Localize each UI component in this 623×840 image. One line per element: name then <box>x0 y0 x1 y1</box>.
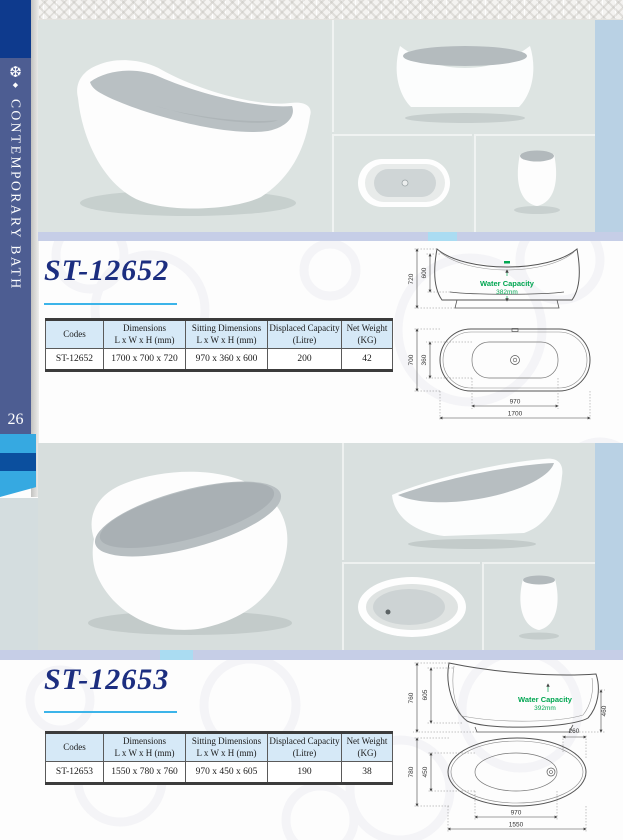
header-dimensions-2-line2: L x W x H (mm) <box>114 747 175 758</box>
dim-plan-length-1: 1700 <box>507 410 523 418</box>
ribbon-stripe-light <box>0 434 36 453</box>
cell-weight-2: 38 <box>342 762 393 784</box>
photo-side-view-2 <box>342 443 595 560</box>
header-sitting-2-line2: L x W x H (mm) <box>196 747 257 758</box>
tub-perspective-illustration-1 <box>38 20 330 232</box>
cell-weight-1: 42 <box>342 349 393 371</box>
top-border-texture <box>30 0 623 20</box>
plan-view-2 <box>408 728 586 832</box>
header-codes <box>46 320 104 349</box>
cell-code-1: ST-12652 <box>46 349 104 371</box>
spec-table-head-1 <box>46 320 393 349</box>
spec-row-st12653 <box>46 762 393 784</box>
tub-top-illustration-1 <box>334 136 472 232</box>
photo-front-view-1 <box>332 20 595 132</box>
dim-plan-offset-2: 260 <box>568 728 580 735</box>
header-displaced-capacity-2 <box>268 733 342 762</box>
header-codes-text: Codes <box>63 328 86 339</box>
header-capacity-2-line1: Displaced Capacity <box>269 736 340 746</box>
title-underline-1 <box>44 303 177 305</box>
cell-sitting-2: 970 x 450 x 605 <box>186 762 268 784</box>
dim-side-inner-height-2: 605 <box>422 689 429 701</box>
photo-block-st12653 <box>38 443 595 650</box>
technical-drawing-st12652 <box>393 241 621 429</box>
header-capacity-line2: (Litre) <box>292 334 317 345</box>
header-displaced-capacity <box>268 320 342 349</box>
header-net-weight <box>342 320 393 349</box>
spec-row-st12652 <box>46 349 393 371</box>
header-dimensions-line2: L x W x H (mm) <box>114 334 175 345</box>
dim-side-height-2: 760 <box>408 692 415 704</box>
photo-perspective-view-1 <box>38 20 330 232</box>
header-sitting-line1: Sitting Dimensions <box>191 323 262 333</box>
model-title-st12653: ST-12653 <box>44 663 170 696</box>
cell-sitting-1: 970 x 360 x 600 <box>186 349 268 371</box>
water-capacity-label-1: Water Capacity <box>480 279 534 288</box>
header-codes-2 <box>46 733 104 762</box>
cell-dimensions-1: 1700 x 700 x 720 <box>104 349 186 371</box>
photo-top-view-2 <box>342 562 480 650</box>
sidebar-category-title: CONTEMPORARY BATH <box>8 99 24 291</box>
photo-end-view-1 <box>474 134 595 232</box>
header-sitting-2-line1: Sitting Dimensions <box>191 736 262 746</box>
lavender-strip-1-highlight <box>428 232 457 241</box>
tub-top-illustration-2 <box>344 564 480 650</box>
header-sitting-line2: L x W x H (mm) <box>196 334 257 345</box>
lavender-strip-1 <box>38 232 623 241</box>
ornament-pendant-icon: ◆ <box>12 81 19 89</box>
water-capacity-value-1: 382mm <box>496 289 518 296</box>
dim-plan-inner-width-2: 450 <box>422 766 429 778</box>
ribbon-stripe-dark <box>0 453 36 471</box>
header-dimensions <box>104 320 186 349</box>
blue-strip-right-2 <box>595 443 623 650</box>
dim-plan-width-2: 780 <box>408 766 415 778</box>
photo-block-st12652 <box>38 20 595 232</box>
drain-1 <box>511 356 520 365</box>
tub-perspective-illustration-2 <box>38 443 340 650</box>
model-title-st12652: ST-12652 <box>44 254 170 287</box>
cell-capacity-2: 190 <box>268 762 342 784</box>
technical-drawing-st12653 <box>393 658 621 840</box>
faucet-mark-1 <box>504 261 510 264</box>
blue-strip-right-1 <box>595 20 623 232</box>
dim-plan-length-2: 1550 <box>508 821 524 829</box>
header-capacity-line1: Displaced Capacity <box>269 323 340 333</box>
dim-plan-inner-length-2: 970 <box>510 809 522 817</box>
dim-side-right-height-2: 460 <box>601 705 608 717</box>
spec-table-st12653 <box>45 731 393 785</box>
tub-side-illustration-2 <box>344 443 595 560</box>
sidebar <box>0 58 31 434</box>
tub-end-illustration-1 <box>476 136 595 232</box>
photo-perspective-view-2 <box>38 443 340 650</box>
tub-end-illustration-2 <box>484 564 595 650</box>
dim-plan-width-1: 700 <box>408 354 415 366</box>
dim-plan-inner-width-1: 360 <box>421 354 428 366</box>
header-weight-2-line2: (KG) <box>357 747 377 758</box>
drain-2 <box>547 768 555 776</box>
sidebar-top-block <box>0 0 31 58</box>
header-net-weight-2 <box>342 733 393 762</box>
cell-capacity-1: 200 <box>268 349 342 371</box>
dim-front-inner-height-1: 600 <box>421 267 428 279</box>
side-elevation-2 <box>408 663 608 732</box>
header-dimensions-2-line1: Dimensions <box>122 736 166 746</box>
tub-front-illustration-1 <box>334 20 595 132</box>
header-dimensions-line1: Dimensions <box>122 323 166 333</box>
page-number: 26 <box>7 411 24 428</box>
spec-table-head-2 <box>46 733 393 762</box>
header-weight-line2: (KG) <box>357 334 377 345</box>
dim-front-height-1: 720 <box>408 273 415 285</box>
left-margin-panel <box>0 498 38 650</box>
ornament-icon: ❆ <box>9 65 22 81</box>
header-weight-line1: Net Weight <box>346 323 388 333</box>
header-capacity-2-line2: (Litre) <box>292 747 317 758</box>
cell-code-2: ST-12653 <box>46 762 104 784</box>
photo-top-view-1 <box>332 134 472 232</box>
header-sitting-dimensions <box>186 320 268 349</box>
water-capacity-value-2: 392mm <box>534 705 556 712</box>
title-underline-2 <box>44 711 177 713</box>
header-weight-2-line1: Net Weight <box>346 736 388 746</box>
photo-end-view-2 <box>482 562 595 650</box>
spec-table-st12652 <box>45 318 393 372</box>
plan-view-1 <box>408 329 590 422</box>
water-capacity-label-2: Water Capacity <box>518 695 572 704</box>
header-sitting-dimensions-2 <box>186 733 268 762</box>
header-dimensions-2h <box>104 733 186 762</box>
front-elevation-1 <box>408 249 579 308</box>
dim-plan-inner-length-1: 970 <box>509 398 521 406</box>
cell-dimensions-2: 1550 x 780 x 760 <box>104 762 186 784</box>
header-codes-2-text: Codes <box>63 741 86 752</box>
lavender-strip-2-highlight <box>160 650 193 660</box>
